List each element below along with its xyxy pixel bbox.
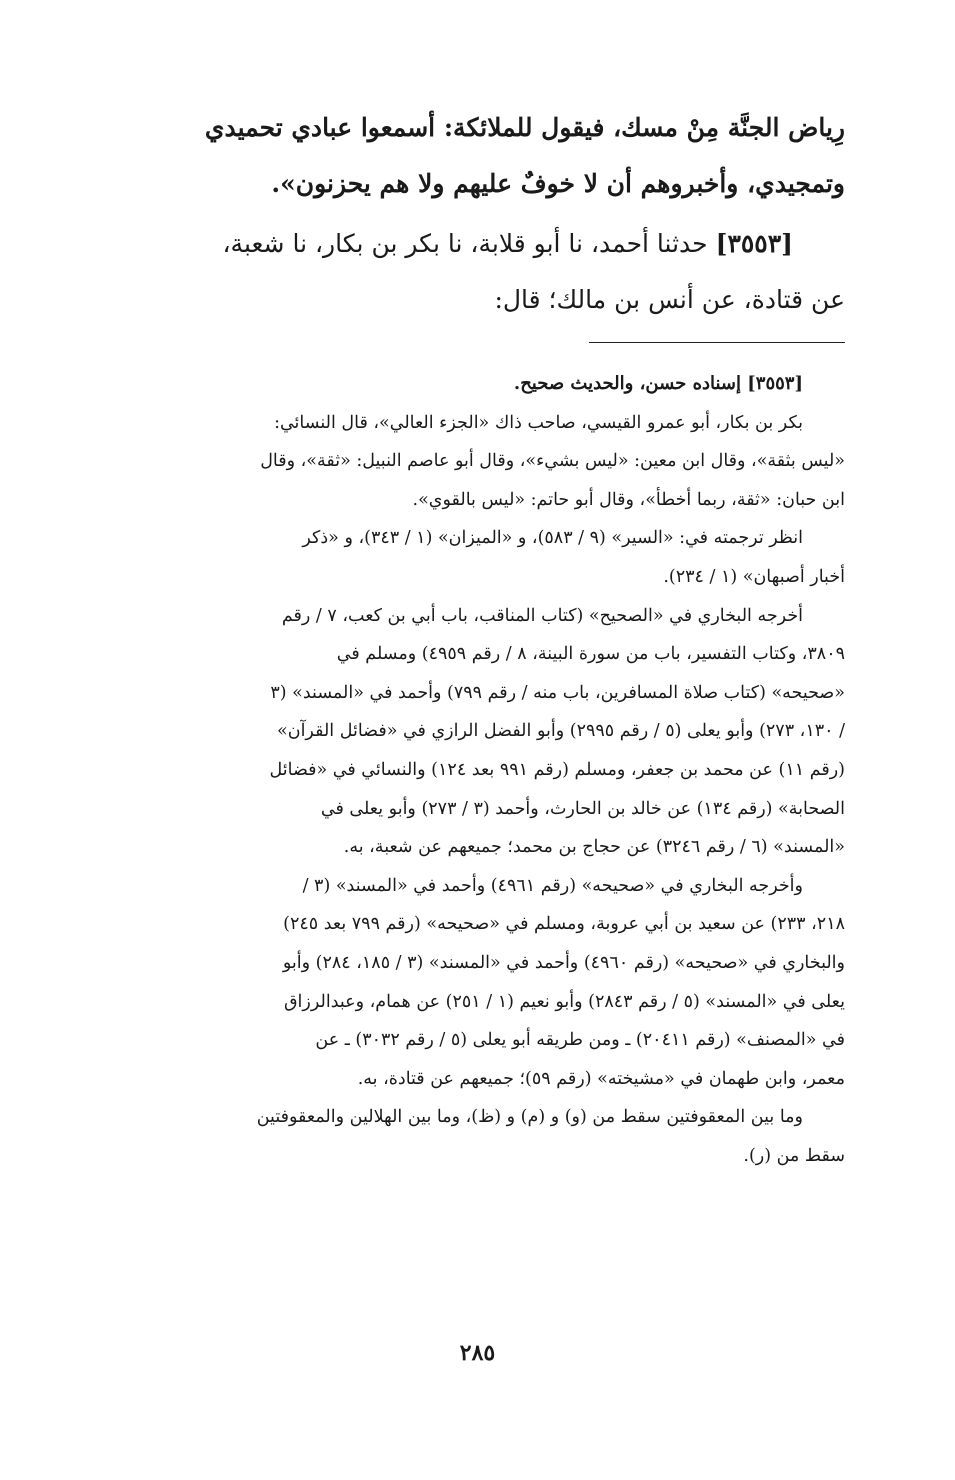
footnote-line: / ١٣٠، ٢٧٣) وأبو يعلى (٥ / رقم ٢٩٩٥) وأبو الفضل الرازي في «فضائل القرآن» (277, 721, 845, 742)
footnote-paragraph (130, 867, 845, 1099)
footnotes-block (130, 365, 845, 1175)
footnote-line: ابن حبان: «ثقة، ربما أخطأ»، وقال أبو حاتم: «ليس بالقوي». (412, 489, 845, 510)
footnote-line: بكر بن بكار، أبو عمرو القيسي، صاحب ذاك «الجزء العالي»، قال النسائي: (274, 412, 803, 433)
footnote-paragraph (130, 404, 845, 520)
footnote-line: وما بين المعقوفتين سقط من (و) و (م) و (ظ)، وما بين الهلالين والمعقوفتين (256, 1107, 803, 1128)
hadith-chain (130, 216, 845, 328)
hadith-number: [٣٥٥٣] (715, 229, 793, 258)
footnote-paragraph (130, 1098, 845, 1175)
footnote-line: معمر، وابن طهمان في «مشيخته» (رقم ٥٩)؛ جميعهم عن قتادة، به. (357, 1068, 845, 1089)
footnote-line: والبخاري في «صحيحه» (رقم ٤٩٦٠) وأحمد في «المسند» (٣ / ١٨٥، ٢٨٤) وأبو (282, 952, 845, 973)
footnote-line: ٣٨٠٩، وكتاب التفسير، باب من سورة البينة، ٨ / رقم ٤٩٥٩) ومسلم في (336, 644, 845, 665)
main-text-line: وتمجيدي، وأخبروهم أن لا خوفٌ عليهم ولا هم يحزنون». (271, 169, 845, 198)
footnote-line: وأخرجه البخاري في «صحيحه» (رقم ٤٩٦١) وأحمد في «المسند» (٣ / (302, 875, 803, 896)
page-number: ٢٨٥ (459, 1340, 496, 1366)
footnote-paragraph (130, 519, 845, 596)
footnote-line: يعلى في «المسند» (٥ / رقم ٢٨٤٣) وأبو نعيم (١ / ٢٥١) عن همام، وعبدالرزاق (283, 991, 845, 1012)
footnote-line: أخبار أصبهان» (١ / ٢٣٤). (663, 566, 845, 587)
footnote-line: ٢١٨، ٢٣٣) عن سعيد بن أبي عروبة، ومسلم في «صحيحه» (رقم ٧٩٩ بعد ٢٤٥) (283, 914, 845, 935)
hadith-chain-line: عن قتادة، عن أنس بن مالك؛ قال: (494, 285, 845, 314)
main-text-block (130, 100, 845, 328)
footnote-line: في «المصنف» (رقم ٢٠٤١١) ـ ومن طريقه أبو يعلى (٥ / رقم ٣٠٣٢) ـ عن (315, 1030, 845, 1051)
footnote-line: «ليس بثقة»، وقال ابن معين: «ليس بشيء»، وقال أبو عاصم النبيل: «ثقة»، وقال (260, 451, 845, 472)
footnote-line: (رقم ١١) عن محمد بن جعفر، ومسلم (رقم ٩٩١ بعد ١٢٤) والنسائي في «فضائل (269, 759, 845, 780)
hadith-chain-line (130, 216, 845, 272)
footnote-line: «المسند» (٦ / رقم ٣٢٤٦) عن حجاج بن محمد؛ جميعهم عن شعبة، به. (343, 837, 845, 858)
footnote-divider (589, 342, 845, 343)
footnote-heading: [٣٥٥٣] إسناده حسن، والحديث صحيح. (513, 373, 803, 394)
footnote-line: «صحيحه» (كتاب صلاة المسافرين، باب منه / رقم ٧٩٩) وأحمد في «المسند» (٣ (270, 682, 845, 703)
footnote-line: انظر ترجمته في: «السير» (٩ / ٥٨٣)، و «الميزان» (١ / ٣٤٣)، و «ذكر (302, 528, 803, 549)
footnote-line: الصحابة» (رقم ١٣٤) عن خالد بن الحارث، وأحمد (٣ / ٢٧٣) وأبو يعلى في (320, 798, 845, 819)
footnote-line: سقط من (ر). (743, 1145, 845, 1166)
footnote-paragraph (130, 597, 845, 867)
main-text-line: رِياض الجنَّة مِنْ مسك، فيقول للملائكة: أسمعوا عبادي تحميدي (204, 113, 845, 142)
footnote-line: أخرجه البخاري في «الصحيح» (كتاب المناقب، باب أبي بن كعب، ٧ / رقم (281, 605, 803, 626)
hadith-chain-text: حدثنا أحمد، نا أبو قلابة، نا بكر بن بكار، نا شعبة، (222, 229, 708, 258)
